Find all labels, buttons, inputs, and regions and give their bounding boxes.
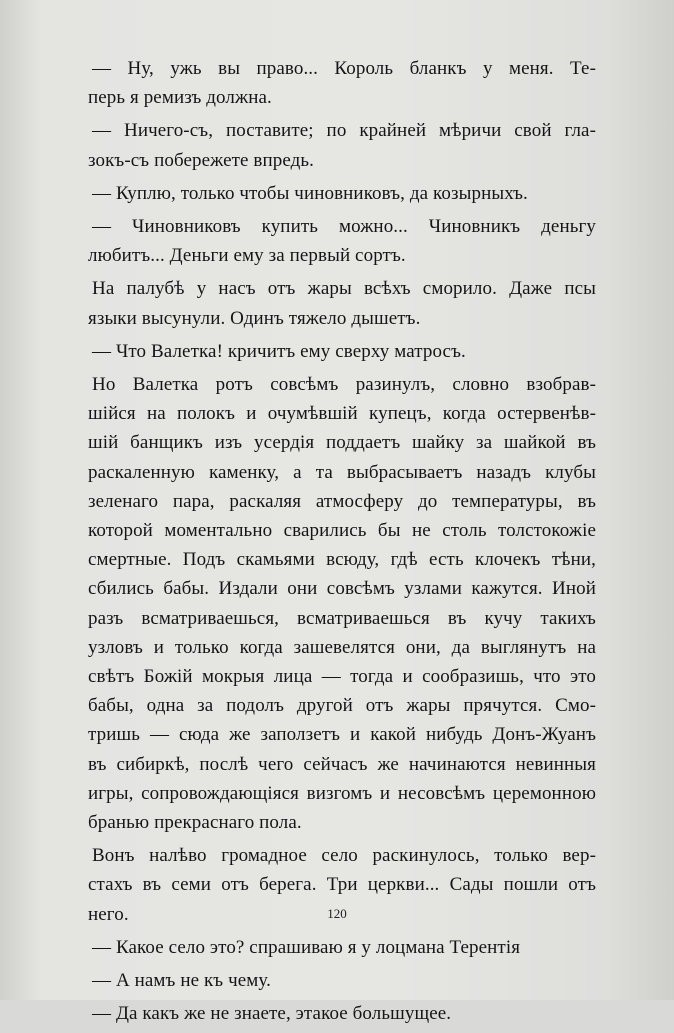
paragraph	[88, 933, 596, 962]
text-line: На палубѣ у насъ отъ жары всѣхъ сморило. Даже псы	[92, 278, 596, 300]
text-line: — А намъ не къ чему.	[92, 970, 271, 992]
text-line: — Какое село это? спрашиваю я у лоцмана Терентія	[92, 936, 521, 958]
paragraph	[88, 116, 596, 174]
text-line: раскаленную каменку, а та выбрасываетъ назадъ клубы	[88, 461, 596, 483]
text-line: разъ всматриваешься, всматриваешься въ кучу такихъ	[88, 607, 596, 629]
text-line: — Куплю, только чтобы чиновниковъ, да козырныхъ.	[92, 182, 528, 204]
text-line: въ сибиркѣ, послѣ чего сейчасъ же начинаются невинныя	[88, 753, 596, 775]
page-text	[88, 54, 596, 1033]
paragraph	[88, 54, 596, 112]
text-line: — Да какъ же не знаете, этакое большущее.	[92, 1003, 452, 1025]
paragraph	[88, 999, 596, 1028]
text-line: зеленаго пара, раскаляя атмосферу до температуры, въ	[88, 490, 596, 512]
text-line: тришь — сюда же заползетъ и какой нибудь Донъ-Жуанъ	[88, 724, 596, 746]
paragraph	[88, 966, 596, 995]
paragraph	[88, 337, 596, 366]
text-line: бранью прекраснаго пола.	[88, 812, 302, 834]
paragraph	[88, 212, 596, 270]
text-line: смертные. Подъ скамьями всюду, гдѣ есть клочекъ тѣни,	[88, 549, 596, 571]
text-line: игры, сопровождающіяся визгомъ и несовсѣмъ церемонною	[88, 782, 596, 804]
text-line: свѣтъ Божій мокрыя лица — тогда и сообразишь, что это	[88, 666, 596, 688]
paragraph	[88, 179, 596, 208]
text-line: шійся на полокъ и очумѣвшій купецъ, когда остервенѣв-	[88, 403, 596, 425]
paragraph	[88, 274, 596, 332]
text-line: сбились бабы. Издали они совсѣмъ узлами кажутся. Иной	[88, 578, 596, 600]
text-line: стахъ въ семи отъ берега. Три церкви... Сады пошли отъ	[88, 874, 596, 896]
text-line: — Что Валетка! кричитъ ему сверху матросъ.	[92, 340, 466, 362]
text-line: бабы, одна за подолъ другой отъ жары прячутся. Смо-	[88, 695, 596, 717]
text-line: него.	[88, 903, 129, 925]
text-line: — Ну, ужь вы право... Король бланкъ у меня. Те-	[92, 58, 596, 79]
text-line: языки высунули. Одинъ тяжело дышетъ.	[88, 307, 421, 329]
text-line: — Чиновниковъ купить можно... Чиновникъ деньгу	[92, 216, 596, 238]
text-line: любитъ... Деньги ему за первый сортъ.	[88, 245, 406, 267]
text-line: которой моментально сварились бы не столь толстокожіе	[88, 520, 596, 542]
page-number: 120	[327, 906, 347, 921]
text-line: зокъ-съ побережете впредь.	[88, 149, 315, 171]
text-line: Но Валетка ротъ совсѣмъ разинулъ, словно взобрав-	[92, 374, 596, 396]
text-line: узловъ и только когда зашевелятся они, да выглянутъ на	[88, 636, 596, 658]
text-line: перь я ремизъ должна.	[88, 87, 272, 109]
text-line: — Ничего-съ, поставите; по крайней мѣричи свой гла-	[92, 120, 596, 142]
paragraph	[88, 370, 596, 837]
text-line: Вонъ налѣво громадное село раскинулось, только вер-	[92, 845, 596, 867]
text-line: шій банщикъ изъ усердія поддаетъ шайку за шайкой въ	[88, 432, 596, 454]
